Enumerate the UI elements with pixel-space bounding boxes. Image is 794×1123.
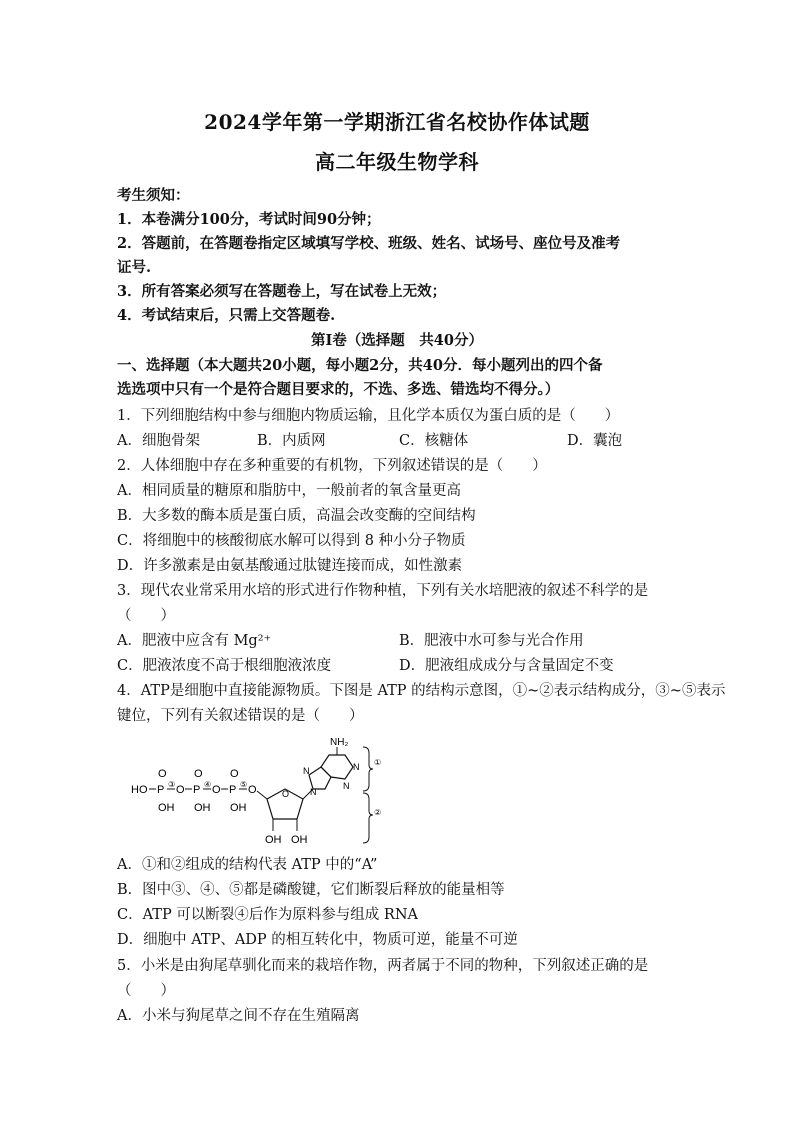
oxygen-label: O [158,768,167,780]
question-3-options-row2 [117,656,717,676]
notice-item: 证号. [117,259,152,276]
option-a: A．肥液中应含有 Mg²⁺ [117,633,272,649]
question-1-options [117,431,717,451]
notice-item: 2．答题前，在答题卷指定区域填写学校、班级、姓名、试场号、座位号及准考 [117,235,621,252]
question-5-stem-cont: （ ） [117,983,175,999]
question-5-option-a: A．小米与狗尾草之间不存在生殖隔离 [117,1008,360,1024]
question-4-option-b: B．图中③、④、⑤都是磷酸键，它们断裂后释放的能量相等 [117,882,505,898]
hydroxyl-label: OH [265,834,282,846]
option-c: C．肥液浓度不高于根细胞液浓度 [117,658,332,674]
hydroxyl-label: OH [230,802,247,814]
bond-label-5: ⑤ [240,780,248,789]
section-instructions: 一、选择题（本大题共20小题，每小题2分，共40分．每小题列出的四个备 [117,357,603,374]
ring-oxygen: O [282,789,290,799]
notice-heading: 考生须知： [117,187,190,204]
section-instructions: 选选项中只有一个是符合题目要求的，不选、多选、错选均不得分。） [117,381,560,398]
phosphate-2: P [193,784,201,796]
question-5-stem: 5．小米是由狗尾草驯化而来的栽培作物，两者属于不同的物种，下列叙述正确的是 [117,958,649,974]
atp-structure-diagram [125,737,395,850]
component-label-2: ② [374,808,382,817]
question-2-stem: 2．人体细胞中存在多种重要的有机物，下列叙述错误的是（ ） [117,458,547,474]
hydroxyl-label: OH [158,802,175,814]
oxygen-label: O [248,784,257,796]
amino-group-label: NH₂ [330,737,349,748]
notice-item: 1．本卷满分100分，考试时间90分钟； [117,211,381,228]
hydroxyl-label: HO [131,784,148,796]
question-3-stem: 3．现代农业常采用水培的形式进行作物种植，下列有关水培肥液的叙述不科学的是 [117,583,649,599]
oxygen-label: O [212,784,221,796]
exam-subtitle: 高二年级生物学科 [315,150,479,174]
nitrogen-label: N [310,787,317,797]
bond-label-4: ④ [204,780,212,789]
question-4-option-d: D．细胞中 ATP、ADP 的相互转化中，物质可逆，能量不可逆 [117,932,518,948]
nitrogen-label: N [353,762,360,772]
exam-title: 2024学年第一学期浙江省名校协作体试题 [204,110,590,134]
bond-label-3: ③ [168,780,176,789]
question-4-option-a: A．①和②组成的结构代表 ATP 中的“A” [117,857,378,873]
oxygen-label: O [194,768,203,780]
hydroxyl-label: OH [194,802,211,814]
option-a: A．细胞骨架 [117,433,200,449]
oxygen-label: O [176,784,185,796]
question-3-stem-cont: （ ） [117,608,175,624]
option-b: B．肥液中水可参与光合作用 [399,633,584,649]
question-1-stem: 1．下列细胞结构中参与细胞内物质运输，且化学本质仅为蛋白质的是（ ） [117,408,620,424]
notice-item: 3．所有答案必须写在答题卷上，写在试卷上无效； [117,283,447,300]
question-4-stem: 4．ATP是细胞中直接能源物质。下图是 ATP 的结构示意图，①~②表示结构成分，③~⑤表示 [117,683,726,699]
question-2-option-c: C．将细胞中的核酸彻底水解可以得到 8 种小分子物质 [117,533,466,549]
question-4-option-c: C．ATP 可以断裂④后作为原料参与组成 RNA [117,907,418,923]
nitrogen-label: N [303,766,310,776]
question-2-option-a: A．相同质量的糖原和脂肪中，一般前者的氧含量更高 [117,483,461,499]
oxygen-label: O [230,768,239,780]
option-b: B．内质网 [257,433,326,449]
phosphate-3: P [229,784,237,796]
component-label-1: ① [374,758,382,767]
notice-item: 4．考试结束后，只需上交答题卷. [117,307,336,324]
question-3-options-row1 [117,631,717,651]
question-2-option-b: B．大多数的酶本质是蛋白质，高温会改变酶的空间结构 [117,508,476,524]
phosphate-1: P [157,784,165,796]
option-c: C．核糖体 [399,433,469,449]
option-d: D．囊泡 [567,433,623,449]
option-d: D．肥液组成成分与含量固定不变 [399,658,614,674]
nitrogen-label: N [343,781,350,791]
question-4-stem-cont: 键位，下列有关叙述错误的是（ ） [117,708,364,724]
section-title: 第Ⅰ卷（选择题 共40分） [311,332,483,349]
hydroxyl-label: OH [291,834,308,846]
question-2-option-d: D．许多激素是由氨基酸通过肽键连接而成，如性激素 [117,558,463,574]
